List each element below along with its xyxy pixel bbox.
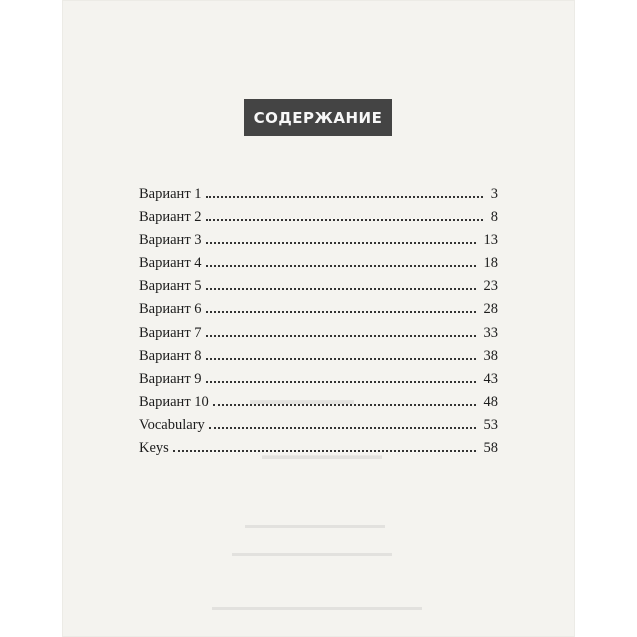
toc-leader-dots [206,310,476,313]
toc-entry-page: 13 [483,232,498,249]
table-of-contents [139,183,498,460]
toc-entry-label: Вариант 8 [139,347,202,364]
toc-entry-page: 8 [490,209,498,226]
toc-entry [139,368,498,391]
toc-entry-page: 28 [483,301,498,318]
toc-entry [139,252,498,275]
toc-leader-dots [173,449,476,452]
toc-leader-dots [206,218,483,221]
toc-entry-page: 3 [490,186,498,202]
toc-entry-page: 18 [483,255,498,272]
toc-entry-label: Вариант 5 [139,278,202,295]
toc-entry-label: Vocabulary [139,416,205,433]
toc-entry [139,391,498,414]
toc-entry-label: Вариант 1 [139,186,202,202]
toc-entry-label: Вариант 6 [139,301,202,318]
toc-entry-page: 48 [483,393,498,410]
toc-entry-label: Вариант 4 [139,255,202,272]
toc-leader-dots [209,426,476,429]
toc-entry [139,206,498,229]
toc-entry-page: 43 [483,370,498,387]
bleed-through-mark: ▬▬▬▬▬▬▬▬▬▬▬▬▬▬▬▬ [232,548,392,559]
toc-entry-label: Вариант 2 [139,209,202,226]
toc-entry [139,229,498,252]
toc-leader-dots [206,264,476,267]
toc-leader-dots [206,334,476,337]
toc-entry-page: 23 [483,278,498,295]
bleed-through-mark: ▬▬▬▬▬▬▬▬ [250,392,354,407]
toc-entry [139,275,498,298]
toc-entry-label: Вариант 9 [139,370,202,387]
toc-entry-label: Keys [139,440,169,457]
toc-leader-dots [206,357,476,360]
toc-entry-label: Вариант 3 [139,232,202,249]
toc-entry-label: Вариант 10 [139,393,209,410]
toc-entry [139,437,498,460]
toc-entry-page: 53 [483,416,498,433]
toc-entry-page: 33 [483,324,498,341]
toc-entry [139,322,498,345]
page-title: СОДЕРЖАНИЕ [244,99,392,136]
toc-leader-dots [206,241,476,244]
toc-entry [139,298,498,321]
toc-leader-dots [206,287,476,290]
toc-entry-label: Вариант 7 [139,324,202,341]
toc-entry-page: 58 [483,440,498,457]
toc-leader-dots [206,380,476,383]
toc-leader-dots [206,195,483,198]
toc-entry [139,345,498,368]
toc-entry-page: 38 [483,347,498,364]
bleed-through-mark: ▬▬▬▬▬▬▬▬▬▬▬▬▬▬▬▬▬▬▬▬▬ [212,602,422,613]
toc-entry [139,183,498,206]
toc-leader-dots [213,403,476,406]
bleed-through-mark: ▬▬▬▬▬▬▬▬▬▬ [262,448,382,462]
toc-entry [139,414,498,437]
bleed-through-mark: ▬▬▬▬▬▬▬▬▬▬▬▬▬▬ [245,520,385,531]
